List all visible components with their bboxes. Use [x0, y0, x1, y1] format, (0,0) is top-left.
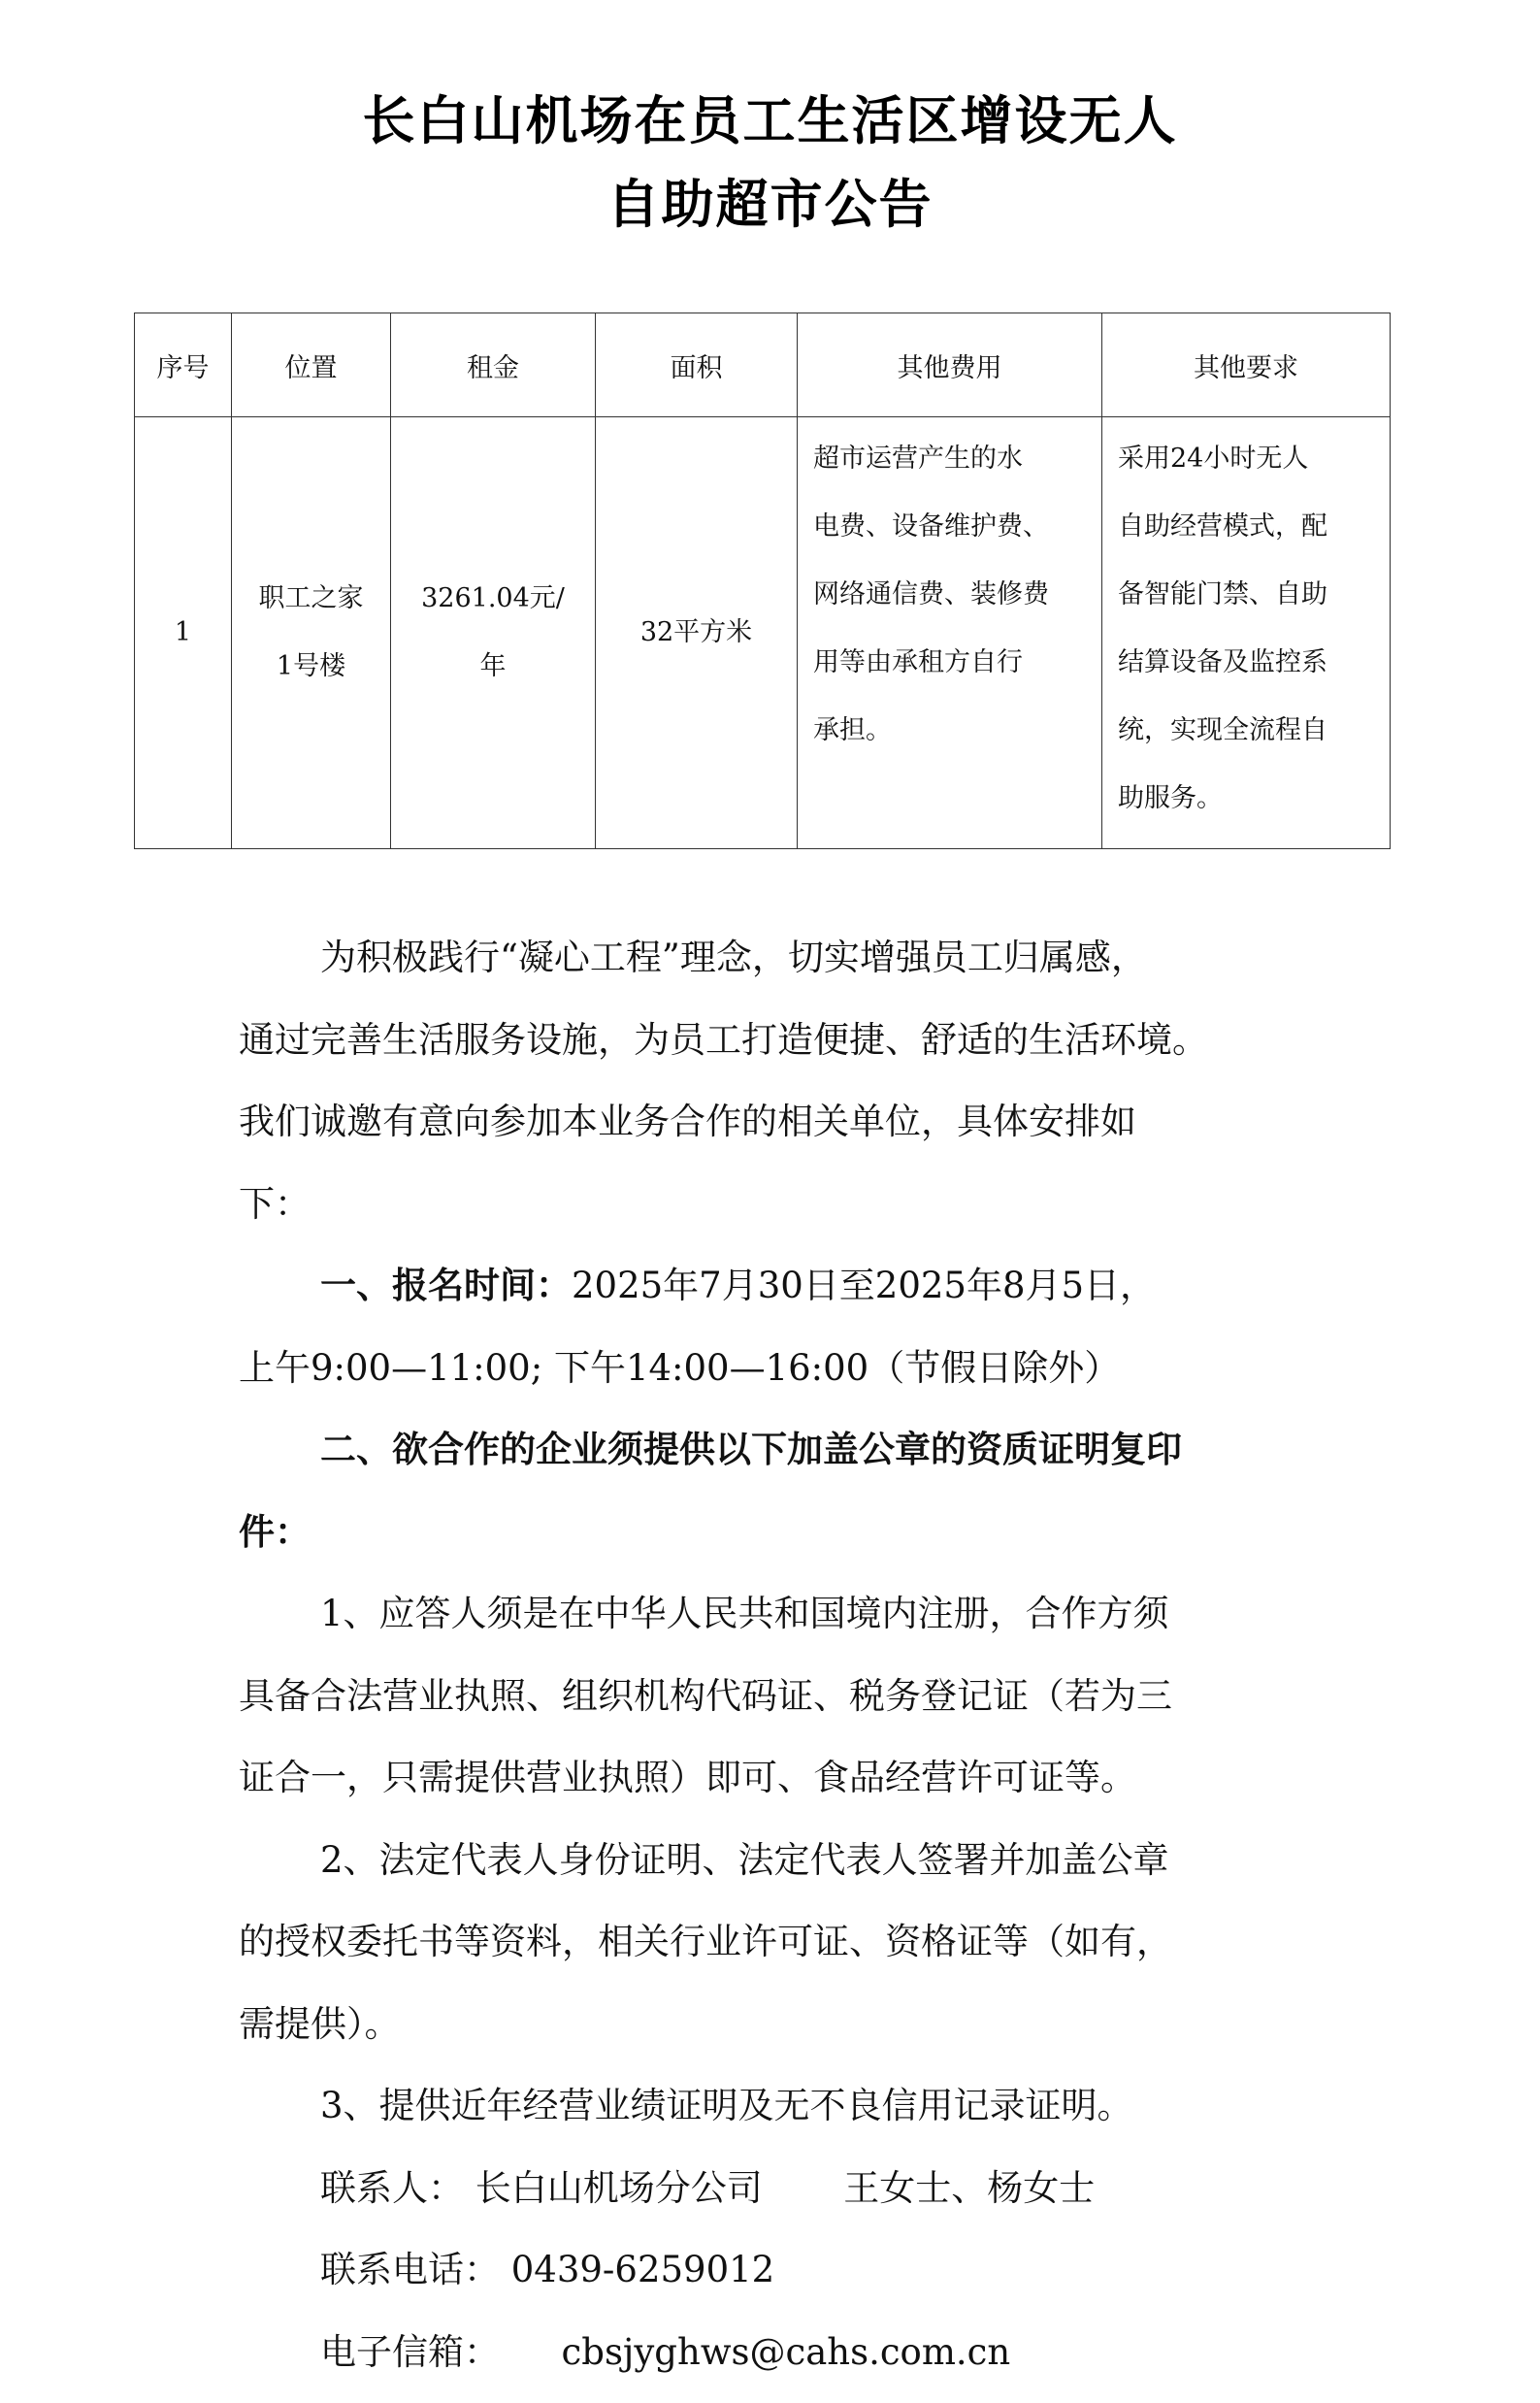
sub1-line-1: 1、应答人须是在中华人民共和国境内注册，合作方须	[320, 1593, 1169, 1634]
header-rent: 租金	[391, 313, 596, 417]
sub2-line-1: 2、法定代表人身份证明、法定代表人签署并加盖公章	[320, 1839, 1169, 1881]
email-label: 电子信箱：	[320, 2331, 500, 2373]
intro-line-1: 为积极践行“凝心工程”理念，切实增强员工归属感，	[320, 937, 1147, 978]
header-index: 序号	[135, 313, 232, 417]
info-table	[134, 313, 1391, 849]
location-line-1: 职工之家	[258, 583, 364, 613]
phone-line	[320, 2240, 774, 2292]
item2-line-2: 件：	[239, 1511, 311, 1553]
sub3-line: 3、提供近年经营业绩证明及无不良信用记录证明。	[320, 2085, 1133, 2126]
table-row	[135, 417, 1391, 849]
contact-line	[320, 2158, 1095, 2211]
sub1-line-3: 证合一，只需提供营业执照）即可、食品经营许可证等。	[239, 1757, 1136, 1798]
header-location: 位置	[232, 313, 391, 417]
table-header-row	[135, 313, 1391, 417]
contact-label: 联系人：	[320, 2167, 464, 2209]
contact-org: 长白山机场分公司	[475, 2167, 763, 2209]
req-line: 采用24小时无人	[1118, 444, 1309, 474]
item1-line-2: 上午9:00—11:00; 下午14:00—16:00（节假日除外）	[239, 1347, 1121, 1389]
rent-line-2: 年	[479, 651, 507, 681]
item1-lead: 一、报名时间：	[320, 1265, 572, 1306]
fees-line: 承担。	[813, 715, 892, 745]
fees-line: 网络通信费、装修费	[813, 579, 1049, 609]
cell-rent	[391, 417, 596, 849]
req-line: 统，实现全流程自	[1118, 715, 1327, 745]
intro-line-4: 下：	[239, 1183, 311, 1225]
cell-other-fees	[798, 417, 1102, 849]
header-area: 面积	[596, 313, 798, 417]
page-title-line-2: 自助超市公告	[606, 174, 934, 235]
sub2-line-2: 的授权委托书等资料，相关行业许可证、资格证等（如有，	[239, 1921, 1172, 1962]
fees-line: 电费、设备维护费、	[813, 511, 1049, 542]
email-address[interactable]: cbsjyghws@cahs.com.cn	[561, 2331, 1011, 2373]
header-other-fees: 其他费用	[798, 313, 1102, 417]
sub2-line-3: 需提供）。	[239, 2003, 401, 2045]
req-line: 助服务。	[1118, 783, 1223, 813]
item1-line-1	[320, 1256, 1156, 1308]
intro-line-3: 我们诚邀有意向参加本业务合作的相关单位，具体安排如	[239, 1101, 1136, 1142]
page-title-line-1: 长白山机场在员工生活区增设无人	[362, 90, 1178, 151]
cell-area: 32平方米	[596, 417, 798, 849]
cell-other-requirements	[1102, 417, 1391, 849]
req-line: 结算设备及监控系	[1118, 647, 1327, 677]
cell-index: 1	[135, 417, 232, 849]
fees-line: 超市运营产生的水	[813, 444, 1023, 474]
intro-line-2: 通过完善生活服务设施，为员工打造便捷、舒适的生活环境。	[239, 1019, 1208, 1061]
header-other-requirements: 其他要求	[1102, 313, 1391, 417]
contact-names: 王女士、杨女士	[843, 2167, 1096, 2209]
item1-rest: 2025年7月30日至2025年8月5日，	[572, 1265, 1157, 1306]
location-line-2: 1号楼	[276, 651, 346, 681]
fees-line: 用等由承租方自行	[813, 647, 1023, 677]
req-line: 备智能门禁、自助	[1118, 579, 1327, 609]
rent-line-1: 3261.04元/	[421, 583, 565, 613]
phone-number: 0439-6259012	[510, 2249, 775, 2290]
item2-line-1: 二、欲合作的企业须提供以下加盖公章的资质证明复印	[320, 1429, 1182, 1470]
req-line: 自助经营模式，配	[1118, 511, 1327, 542]
cell-location	[232, 417, 391, 849]
phone-label: 联系电话：	[320, 2249, 500, 2290]
sub1-line-2: 具备合法营业执照、组织机构代码证、税务登记证（若为三	[239, 1675, 1172, 1717]
email-line	[320, 2322, 1010, 2375]
